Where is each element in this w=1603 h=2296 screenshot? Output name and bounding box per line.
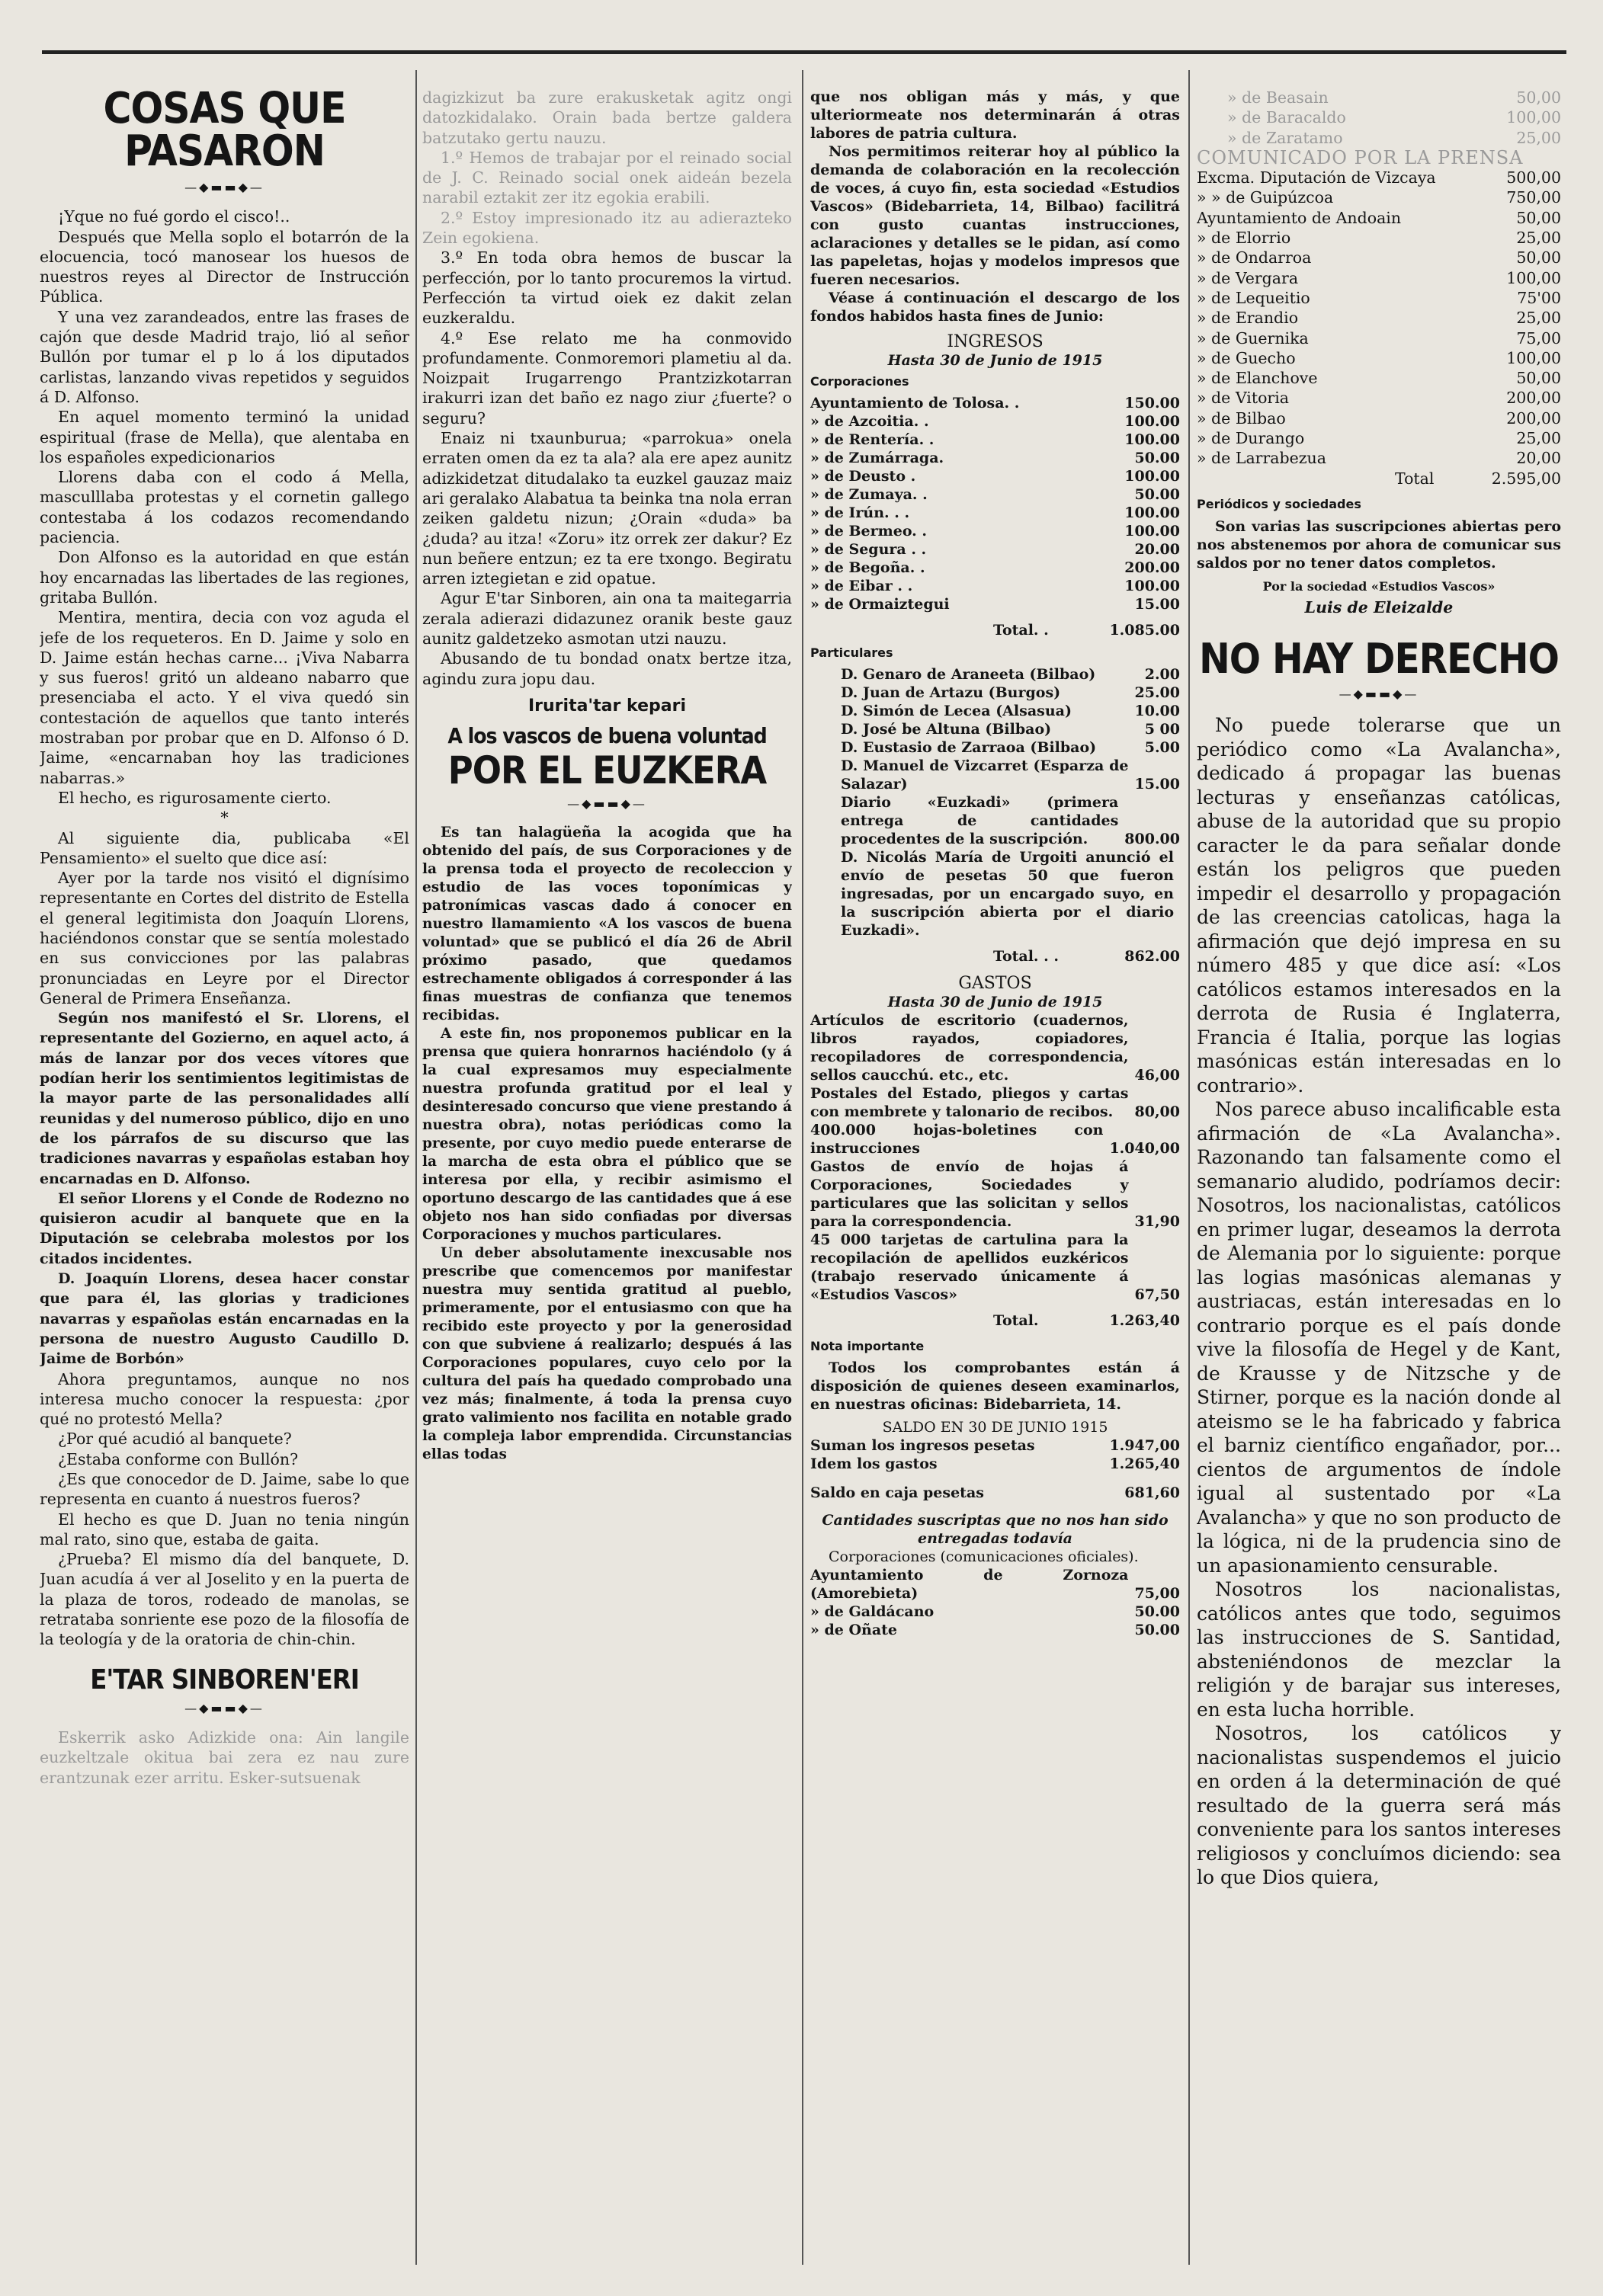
saldo-list [810,1436,1180,1473]
paragraph: ¿Prueba? El mismo día del banquete, D. Juan acudía á ver al Joselito y en la puerta de la plaza de toros, rodeado de manolas, se retrataba sonriente ese pozo de la filosofía de la teología y de la oratoria de chin-chin. [40,1550,409,1649]
headline-etar-sinboren: E'TAR SINBOREN'ERI [90,1664,359,1696]
ledger-amount: 100.00 [1124,413,1180,430]
ledger-row [810,559,1180,577]
ledger-label: » de Erandio [1197,309,1299,328]
ledger-label: » de Deusto . [810,468,916,485]
ledger-row [810,595,1180,613]
ornament: —◆▬▬◆— [184,180,264,194]
paragraph: Nos parece abuso incalificable esta afirmación de «La Avalancha». Razonando tan falsamente como el semanario aludido, podríamos decir: Nosotros, los nacionalistas, católicos en primer lugar, deseamos la derrota de Alemania por lo siguiente: porque las logias masónicas alemanas y austriacas, están interesadas en lo contrario porque es el país donde vive la filosofía de Hegel y de Kant, de Krausse y de Nitzsche y de Stirner, porque es la nación donde al ateismo se le ha fabricado y fabrica el barniz científico engañador, por... cientos de argumentos de índole igual al sustentado por «La Avalancha» y que no son producto de la lógica, ni de la prudencia sino de un apasionamiento censurable. [1197,1098,1561,1577]
ledger-amount: 100.00 [1124,468,1180,485]
paragraph: Nos permitimos reiterar hoy al público la demanda de colaboración en la recolección de voces, á cuyo fin, esta sociedad «Estudios Vascos» (Bidebarrieta, 14, Bilbao) facilitrá con gusto cuantas instrucciones, aclaraciones y detalles se le pidan, así como las papeletas, hojas y modelos impresos que fueren necesarios. [810,143,1180,288]
ledger-label: » » de Guipúzcoa [1197,188,1334,207]
paragraph: Todos los comprobantes están á disposición de quienes deseen examinarlos, en nuestras oficinas: Bidebarrieta, 14. [810,1359,1180,1413]
paragraph: Mentira, mentira, decia con voz aguda el jefe de los requeteros. En D. Jaime y solo en D. Jaime están hechas carne... ¡Viva Nabarra y sus fueros! gritó un aldeano nabarro que presenciaba el acto. Y el viva quedó sin contestación de aquellos que tanto interés mostraban por probar que en D. Alfonso ó D. Jaime, «encarnaban hoy las tradiciones nabarras.» [40,608,409,787]
ledger-label: » de Lequeitio [1197,288,1310,307]
ledger-label: Diario «Euzkadi» (primera entrega de cantidades procedentes de la suscripción. [841,794,1119,847]
ledger-amount: 5.00 [1144,739,1180,756]
ledger-row [810,449,1180,467]
paragraph: ¿Es que conocedor de D. Jaime, sabe lo que representa en cuanto á nuestros fueros? [40,1470,409,1509]
ledger-label: Ayuntamiento de Tolosa. . [810,395,1020,411]
column-rule [802,70,803,2265]
paragraph: Véase á continuación el descargo de los fondos habidos hasta fines de Junio: [810,290,1180,325]
section-label: Particulares [810,645,893,660]
ledger-amount: 25.00 [1134,684,1180,701]
section-label: Nota importante [810,1339,925,1353]
ledger-row [1197,348,1561,368]
ledger-label: » de Elanchove [1197,369,1318,388]
column-1 [40,88,409,1788]
ledger-row [841,738,1180,757]
ledger-row [810,1603,1180,1621]
ledger-amount: 1.040,00 [1109,1140,1180,1157]
total-row: Total. . 1.085.00 [993,622,1180,639]
ledger-row [1197,248,1561,267]
paragraph: 3.º En toda obra hemos de buscar la perfección, por lo tanto procuremos la virtud. Perfección ta virtud oiek ez dakit zelan euzkeraldu. [422,248,792,328]
paragraph: Un deber absolutamente inexcusable nos prescribe que comencemos por manifestar nuestra muy sentida gratitud al pueblo, primeramente, por el entusiasmo con que ha recibido este proyecto y por la generosidad con que subviene á realizarlo; después á las Corporaciones populares, cuyo celo por la cultura del país ha quedado comprobado una vez más; finalmente, á toda la prensa cuyo grato valimiento nos facilita en notable grado la compleja labor emprendida. Circunstancias ellas todas [422,1244,792,1462]
ledger-amount: 46,00 [1134,1067,1180,1084]
ledger-row [810,1011,1180,1084]
ledger-amount: 25,00 [1516,429,1561,448]
ledger-amount: 15.00 [1134,596,1180,613]
ledger-row [1197,187,1561,207]
ledger-row [810,467,1180,485]
ledger-amount: 200.00 [1124,559,1180,576]
ledger-row [810,394,1180,412]
ledger-row [810,1158,1180,1231]
total-row: Total. 1.263,40 [993,1312,1180,1329]
ledger-row [810,1455,1180,1473]
ledger-amount: 100.00 [1124,431,1180,448]
ledger-row [810,540,1180,559]
ledger-amount: 15.00 [1134,776,1180,793]
ledger-row [1197,428,1561,448]
ledger-label: » de Ondarroa [1197,248,1312,267]
column-2 [422,88,792,1464]
ledger-label: » de Zaratamo [1227,128,1343,147]
paragraph: Nosotros, los católicos y nacionalistas suspendemos el juicio en orden á la determinación de qué resultado de la guerra será más conveniente para los santos intereses religiosos y concluímos diciendo: sea lo que Dios quiera, [1197,1722,1561,1889]
column-rule [1188,70,1190,2265]
ledger-row [810,1566,1180,1603]
ledger-amount: 25,00 [1516,229,1561,248]
ledger-amount: 75'00 [1517,288,1561,307]
ledger-label: » de Azcoitia. . [810,413,929,430]
ledger-row [810,1121,1180,1158]
ledger-row [1197,408,1561,428]
ledger-label: » de Elorrio [1197,229,1291,248]
paragraph: Al siguiente dia, publicaba «El Pensamiento» el suelto que dice así: [40,828,409,867]
ledger-label: » de Segura . . [810,541,927,558]
ledger-amount: 100.00 [1124,578,1180,594]
ledger-label: Idem los gastos [810,1455,938,1472]
ledger-row [1197,388,1561,408]
ledger-row [1197,168,1561,187]
ledger-amount: 500,00 [1506,168,1561,187]
ledger-row [810,485,1180,504]
ledger-label: » de Guecho [1197,348,1296,367]
ledger-label: » de Larrabezua [1197,449,1326,468]
ledger-amount: 100,00 [1506,348,1561,367]
paragraph: Abusando de tu bondad onatx bertze itza, agindu zura jopu dau. [422,649,792,688]
signature-society: Por la sociedad «Estudios Vascos» [1262,579,1496,594]
ledger-label: Postales del Estado, pliegos y cartas con membrete y talonario de recibos. [810,1085,1129,1120]
ledger-label: D. Eustasio de Zarraoa (Bilbao) [841,739,1097,756]
prensa-list [1197,168,1561,468]
ledger-amount: 100.00 [1124,523,1180,540]
ledger-amount: 1.265,40 [1109,1455,1180,1472]
ledger-amount: 200,00 [1506,389,1561,408]
ledger-row [1227,107,1561,127]
ledger-label: D. Juan de Artazu (Burgos) [841,684,1061,701]
ledger-amount: 5 00 [1144,721,1180,738]
ledger-amount: 100,00 [1506,268,1561,287]
paragraph: 1.º Hemos de trabajar por el reinado social de J. C. Reinado social onek aideán bezela narabil eztakit zer itz egokia erabili. [422,148,792,207]
ledger-amount: 20,00 [1516,449,1561,468]
column-rule [415,70,417,2265]
ledger-label: D. José be Altuna (Bilbao) [841,721,1052,738]
section-label: Periódicos y sociedades [1197,496,1361,511]
ledger-label: Gastos de envío de hojas á Corporaciones, Sociedades y particulares que las solicitan y sellos para la correspondencia. [810,1158,1129,1230]
ledger-label: » de Begoña. . [810,559,925,576]
ledger-label: » de Eibar . . [810,578,913,594]
ledger-amount: 25,00 [1516,128,1561,147]
gastos-date: Hasta 30 de Junio de 1915 [887,994,1103,1010]
paragraph: Agur E'tar Sinboren, ain ona ta maitegarria zerala adierazi didazunez oranik beste gauz aunitz galdetzeko asmotan utzi nauzu. [422,589,792,648]
column-4 [1197,88,1561,1890]
gastos-title: GASTOS [958,974,1032,993]
total-row: Total. . . 862.00 [993,948,1180,965]
section-label: Corporaciones [810,374,909,389]
ledger-label: » de Ormaiztegui [810,596,950,613]
ledger-label: » de Rentería. . [810,431,935,448]
ledger-amount: 200,00 [1506,408,1561,427]
ledger-amount: 800.00 [1124,831,1180,847]
ledger-row [810,577,1180,595]
ledger-row [1197,448,1561,468]
ledger-row [841,848,1180,940]
ledger-label: » de Oñate [810,1622,898,1638]
ledger-amount: 50.00 [1134,450,1180,466]
headline-por-el-euzkera: POR EL EUZKERA [447,748,767,793]
paragraph: Llorens daba con el codo á Mella, masculllaba protestas y el cornetin gallego contestaba á los codazos recomendando paciencia. [40,468,409,547]
ledger-label: 45 000 tarjetas de cartulina para la recopilación de apellidos euzkéricos (trabajo reservado únicamente á «Estudios Vascos» [810,1231,1129,1303]
ledger-label: Excma. Diputación de Vizcaya [1197,168,1436,187]
ledger-label: » de Irún. . . [810,504,910,521]
prensa-title: COMUNICADO POR LA PRENSA [1197,146,1524,168]
paragraph: Don Alfonso es la autoridad en que están hoy encarnadas las libertades de las regiones, gritaba Bullón. [40,548,409,607]
signature: Irurita'tar kepari [527,696,686,716]
corporaciones-list [810,394,1180,613]
gastos-list [810,1011,1180,1304]
ledger-amount: 75,00 [1516,328,1561,347]
signature-name: Luis de Eleizalde [1304,597,1454,616]
paragraph: El hecho es que D. Juan no tenia ningún mal rato, sino que, estaba de gaita. [40,1510,409,1548]
ledger-label: » de Galdácano [810,1603,935,1620]
ledger-label: » de Zumaya. . [810,486,928,503]
paragraph: Y una vez zarandeados, entre las frases de cajón que desde Madrid trajo, lió al señor Bullón por tumar el p lo á los diputados carlistas, lanzando vivas repetidos y seguidos á D. Alfonso. [40,307,409,406]
paragraph: Después que Mella soplo el botarrón de la elocuencia, tocó manosear los huesos de nuestros reyes al Director de Instrucción Pública. [40,227,409,306]
paragraph: Eskerrik asko Adizkide ona: Ain langile euzkeltzale okitua bai zera ez nau zure erantzunak ezer arritu. Esker-sutsuenak [40,1728,409,1787]
ledger-row [1197,208,1561,228]
ledger-row [810,522,1180,540]
ledger-label: » de Zumárraga. [810,450,944,466]
ledger-amount: 50,00 [1516,208,1561,227]
paragraph: Según nos manifestó el Sr. Llorens, el representante del Gozierno, en aquel acto, á más de lanzar por dos veces vítores que podían herir los sentimientos legitimistas de la mayor parte de las personalidades allí reunidas y del numeroso público, dijo en uno de los párrafos de su discurso que las tradiciones navarras y españolas estaban hoy encarnadas en D. Alfonso. [40,1010,409,1187]
ledger-row [841,720,1180,738]
paragraph: El señor Llorens y el Conde de Rodezno no quisieron acudir al banquete que en la Diputación se celebraba molestos por los citados incidentes. [40,1190,409,1267]
ledger-row [1227,128,1561,148]
paragraph: Nosotros los nacionalistas, católicos antes que todo, seguimos las instrucciones de S. Santidad, absteniéndonos de mezclar la religión y de barajar sus intereses, en esta lucha horrible. [1197,1578,1561,1721]
ledger-amount: 80,00 [1134,1103,1180,1120]
ledger-row [810,431,1180,449]
column-3 [810,88,1180,1639]
ledger-row [1197,288,1561,308]
asterism: * [220,809,229,828]
ledger-amount: 50,00 [1516,88,1561,107]
ledger-row [1197,368,1561,388]
ledger-label: D. Simón de Lecea (Alsasua) [841,703,1072,719]
ledger-row [841,793,1180,848]
ledger-row [810,1436,1180,1455]
ledger-amount: 50,00 [1516,248,1561,267]
ledger-label: » de Vitoria [1197,389,1289,408]
total-row: Total 2.595,00 [1395,469,1561,488]
ledger-label: 400.000 hojas-boletines con instrucciones [810,1122,1104,1157]
ornament: —◆▬▬◆— [567,796,647,812]
ledger-label: » de Beasain [1227,88,1329,107]
paragraph: que nos obligan más y más, y que ulteriormeate nos determinarán á otras labores de patria cultura. [810,88,1180,142]
ledger-row [1197,228,1561,248]
ledger-amount: 150.00 [1124,395,1180,411]
paragraph: ¡Yque no fué gordo el cisco!.. [58,207,290,226]
ledger-amount: 75,00 [1134,1585,1180,1602]
paragraph: Son varias las suscripciones abiertas pero nos abstenemos por ahora de comunicar sus saldos por no tener datos completos. [1197,518,1561,572]
ledger-row [810,1084,1180,1121]
ledger-row [841,665,1180,684]
ledger-amount: 750,00 [1506,188,1561,207]
ledger-label: D. Manuel de Vizcarret (Esparza de Salazar) [841,757,1129,793]
cantidades-title: Cantidades suscriptas que no nos han sido entregadas todavía [822,1512,1169,1547]
ingresos-date: Hasta 30 de Junio de 1915 [887,352,1103,369]
saldo-title: SALDO EN 30 DE JUNIO 1915 [882,1419,1108,1436]
headline-cosas-que-pasaron: COSAS QUE PASARON [103,88,346,176]
paragraph: Corporaciones (comunicaciones oficiales). [829,1548,1139,1565]
ledger-row [810,504,1180,522]
ledger-row [810,1231,1180,1304]
paragraph: En aquel momento terminó la unidad espiritual (frase de Mella), que alentaba en los españoles expedicionarios [40,408,409,466]
ledger-row [810,1621,1180,1639]
ledger-label: » de Vergara [1197,268,1299,287]
paragraph: ¿Estaba conforme con Bullón? [58,1449,299,1468]
ledger-amount: 2.00 [1144,666,1180,683]
ledger-amount: 20.00 [1134,541,1180,558]
ledger-amount: 100,00 [1506,108,1561,127]
ledger-amount: 10.00 [1134,703,1180,719]
ledger-label: D. Nicolás María de Urgoiti anunció el envío de pesetas 50 que fueron ingresadas, por un encargado suyo, en la suscripción abierta por el diario Euzkadi». [841,849,1174,939]
paragraph: D. Joaquín Llorens, desea hacer constar que para él, las glorias y tradiciones navarras y españolas están encarnadas en la persona de nuestro Augusto Caudillo D. Jaime de Borbón» [40,1270,409,1368]
ornament: —◆▬▬◆— [184,1700,264,1715]
paragraph: El hecho, es rigurosamente cierto. [58,788,332,807]
paragraph: ¿Por qué acudió al banquete? [58,1430,292,1449]
paragraph: Ayer por la tarde nos visitó el dignísimo representante en Cortes del distrito de Estella el general legitimista don Joaquín Llorens, haciéndonos constar que se sentía molestado en sus convicciones por las palabras pronunciadas en Leyre por el Director General de Primera Enseñanza. [40,869,409,1007]
continued-list [1197,88,1561,148]
ledger-amount: 25,00 [1516,309,1561,328]
ledger-label: » de Baracaldo [1227,108,1346,127]
ledger-amount: 50.00 [1134,1603,1180,1620]
paragraph: Es tan halagüeña la acogida que ha obtenido del país, de sus Corporaciones y de la prensa toda el proyecto de recoleccion y estudio de las voces toponímicas y patronímicas vascas dado á conocer en nuestro llamamiento «A los vascos de buena voluntad» que se publicó el día 26 de Abril próximo pasado, que quedamos estrechamente obligados á corresponder á las finas muestras de confianza que tenemos recibidas. [422,824,792,1023]
ledger-label: » de Bermeo. . [810,523,928,540]
ledger-label: » de Bilbao [1197,408,1286,427]
ledger-amount: 100.00 [1124,504,1180,521]
ledger-label: » de Guernika [1197,328,1309,347]
ledger-label: Suman los ingresos pesetas [810,1437,1035,1454]
paragraph: No puede tolerarse que un periódico como «La Avalancha», dedicado á propagar las buenas lecturas y enseñanzas católicas, abuse de la autoridad que su propio caracter le da para señalar donde están los peligros que pueden impedir el desarrollo y propagación de las creencias catolicas, haga la afirmación que dejó impresa en su número 485 y que dice así: «Los católicos estamos interesados en la derrota de Rusia é Inglaterra, Francia é Italia, porque las logias masónicas están interesadas en lo contrario». [1197,714,1561,1097]
saldo-caja-row: Saldo en caja pesetas 681,60 [810,1484,1180,1501]
ledger-row [1197,268,1561,288]
ledger-row [1227,88,1561,107]
cantidades-list [810,1566,1180,1639]
ledger-label: D. Genaro de Araneeta (Bilbao) [841,666,1096,683]
ledger-amount: 31,90 [1134,1213,1180,1230]
paragraph: A este fin, nos proponemos publicar en la prensa que quiera honrarnos haciéndolo (y á la cual expresamos muy especialmente nuestra profunda gratitud por el leal y desinteresado concurso que viene prestando á nuestra obra), notas periódicas como la presente, por cuyo medio puede enterarse de la marcha de esta obra el público que se interesa por ella, y recibir asimismo el oportuno descargo de las cantidades que á ese objeto nos han sido confiadas por diversas Corporaciones y muchos particulares. [422,1025,792,1243]
ledger-row [1197,308,1561,328]
ornament: —◆▬▬◆— [1339,686,1419,701]
ledger-amount: 50.00 [1134,1622,1180,1638]
ledger-label: Ayuntamiento de Zornoza (Amorebieta) [810,1567,1129,1602]
paragraph: Ahora preguntamos, aunque no nos interesa mucho conocer la respuesta: ¿por qué no protestó Mella? [40,1369,409,1429]
ledger-row [810,412,1180,431]
ledger-row [841,684,1180,702]
ledger-label: » de Durango [1197,429,1305,448]
paragraph: dagizkizut ba zure erakusketak agitz ongi datozkidalako. Orain bada bertze galdera batzutako gertu nauzu. [422,88,792,147]
particulares-list [810,665,1180,940]
ledger-amount: 1.947,00 [1109,1437,1180,1454]
ledger-amount: 50,00 [1516,369,1561,388]
paragraph: 2.º Estoy impresionado itz au adierazteko Zein egokiena. [422,208,792,248]
ingresos-title: INGRESOS [947,332,1044,351]
paragraph: 4.º Ese relato me ha conmovido profundamente. Conmoremori plametiu al da. Noizpait Irugarrengo Prantzizkotarran irakurri izan det baño ez nago ziur ¿fuerte? o seguru? [422,328,792,427]
ledger-label: Ayuntamiento de Andoain [1197,208,1402,227]
ledger-label: Artículos de escritorio (cuadernos, libros rayados, copiadores, recopiladores de correspondencia, sellos caucchú. etc., etc. [810,1012,1129,1084]
kicker: A los vascos de buena voluntad [447,723,767,749]
top-rule [42,50,1566,54]
ledger-row [841,757,1180,793]
headline-no-hay-derecho: NO HAY DERECHO [1199,634,1559,683]
ledger-row [841,702,1180,720]
ledger-amount: 67,50 [1134,1286,1180,1303]
ledger-amount: 50.00 [1134,486,1180,503]
paragraph: Enaiz ni txaunburua; «parrokua» onela erraten omen da ez ta ala? ala ere apez aunitz adizkidetzat ditudalako ta euzkel gauzaz maiz ari geralako Alabatua ta beinka tna nola erran zeiken galdetu nizun; ¿Orain «duda» ba ¿duda? au itza! «Zoru» itz orrek zer dakur? Ez nun beñere entzun; ez ta ere txongo. Begiratu arren iztegietan e zid opatue. [422,429,792,588]
ledger-row [1197,328,1561,348]
